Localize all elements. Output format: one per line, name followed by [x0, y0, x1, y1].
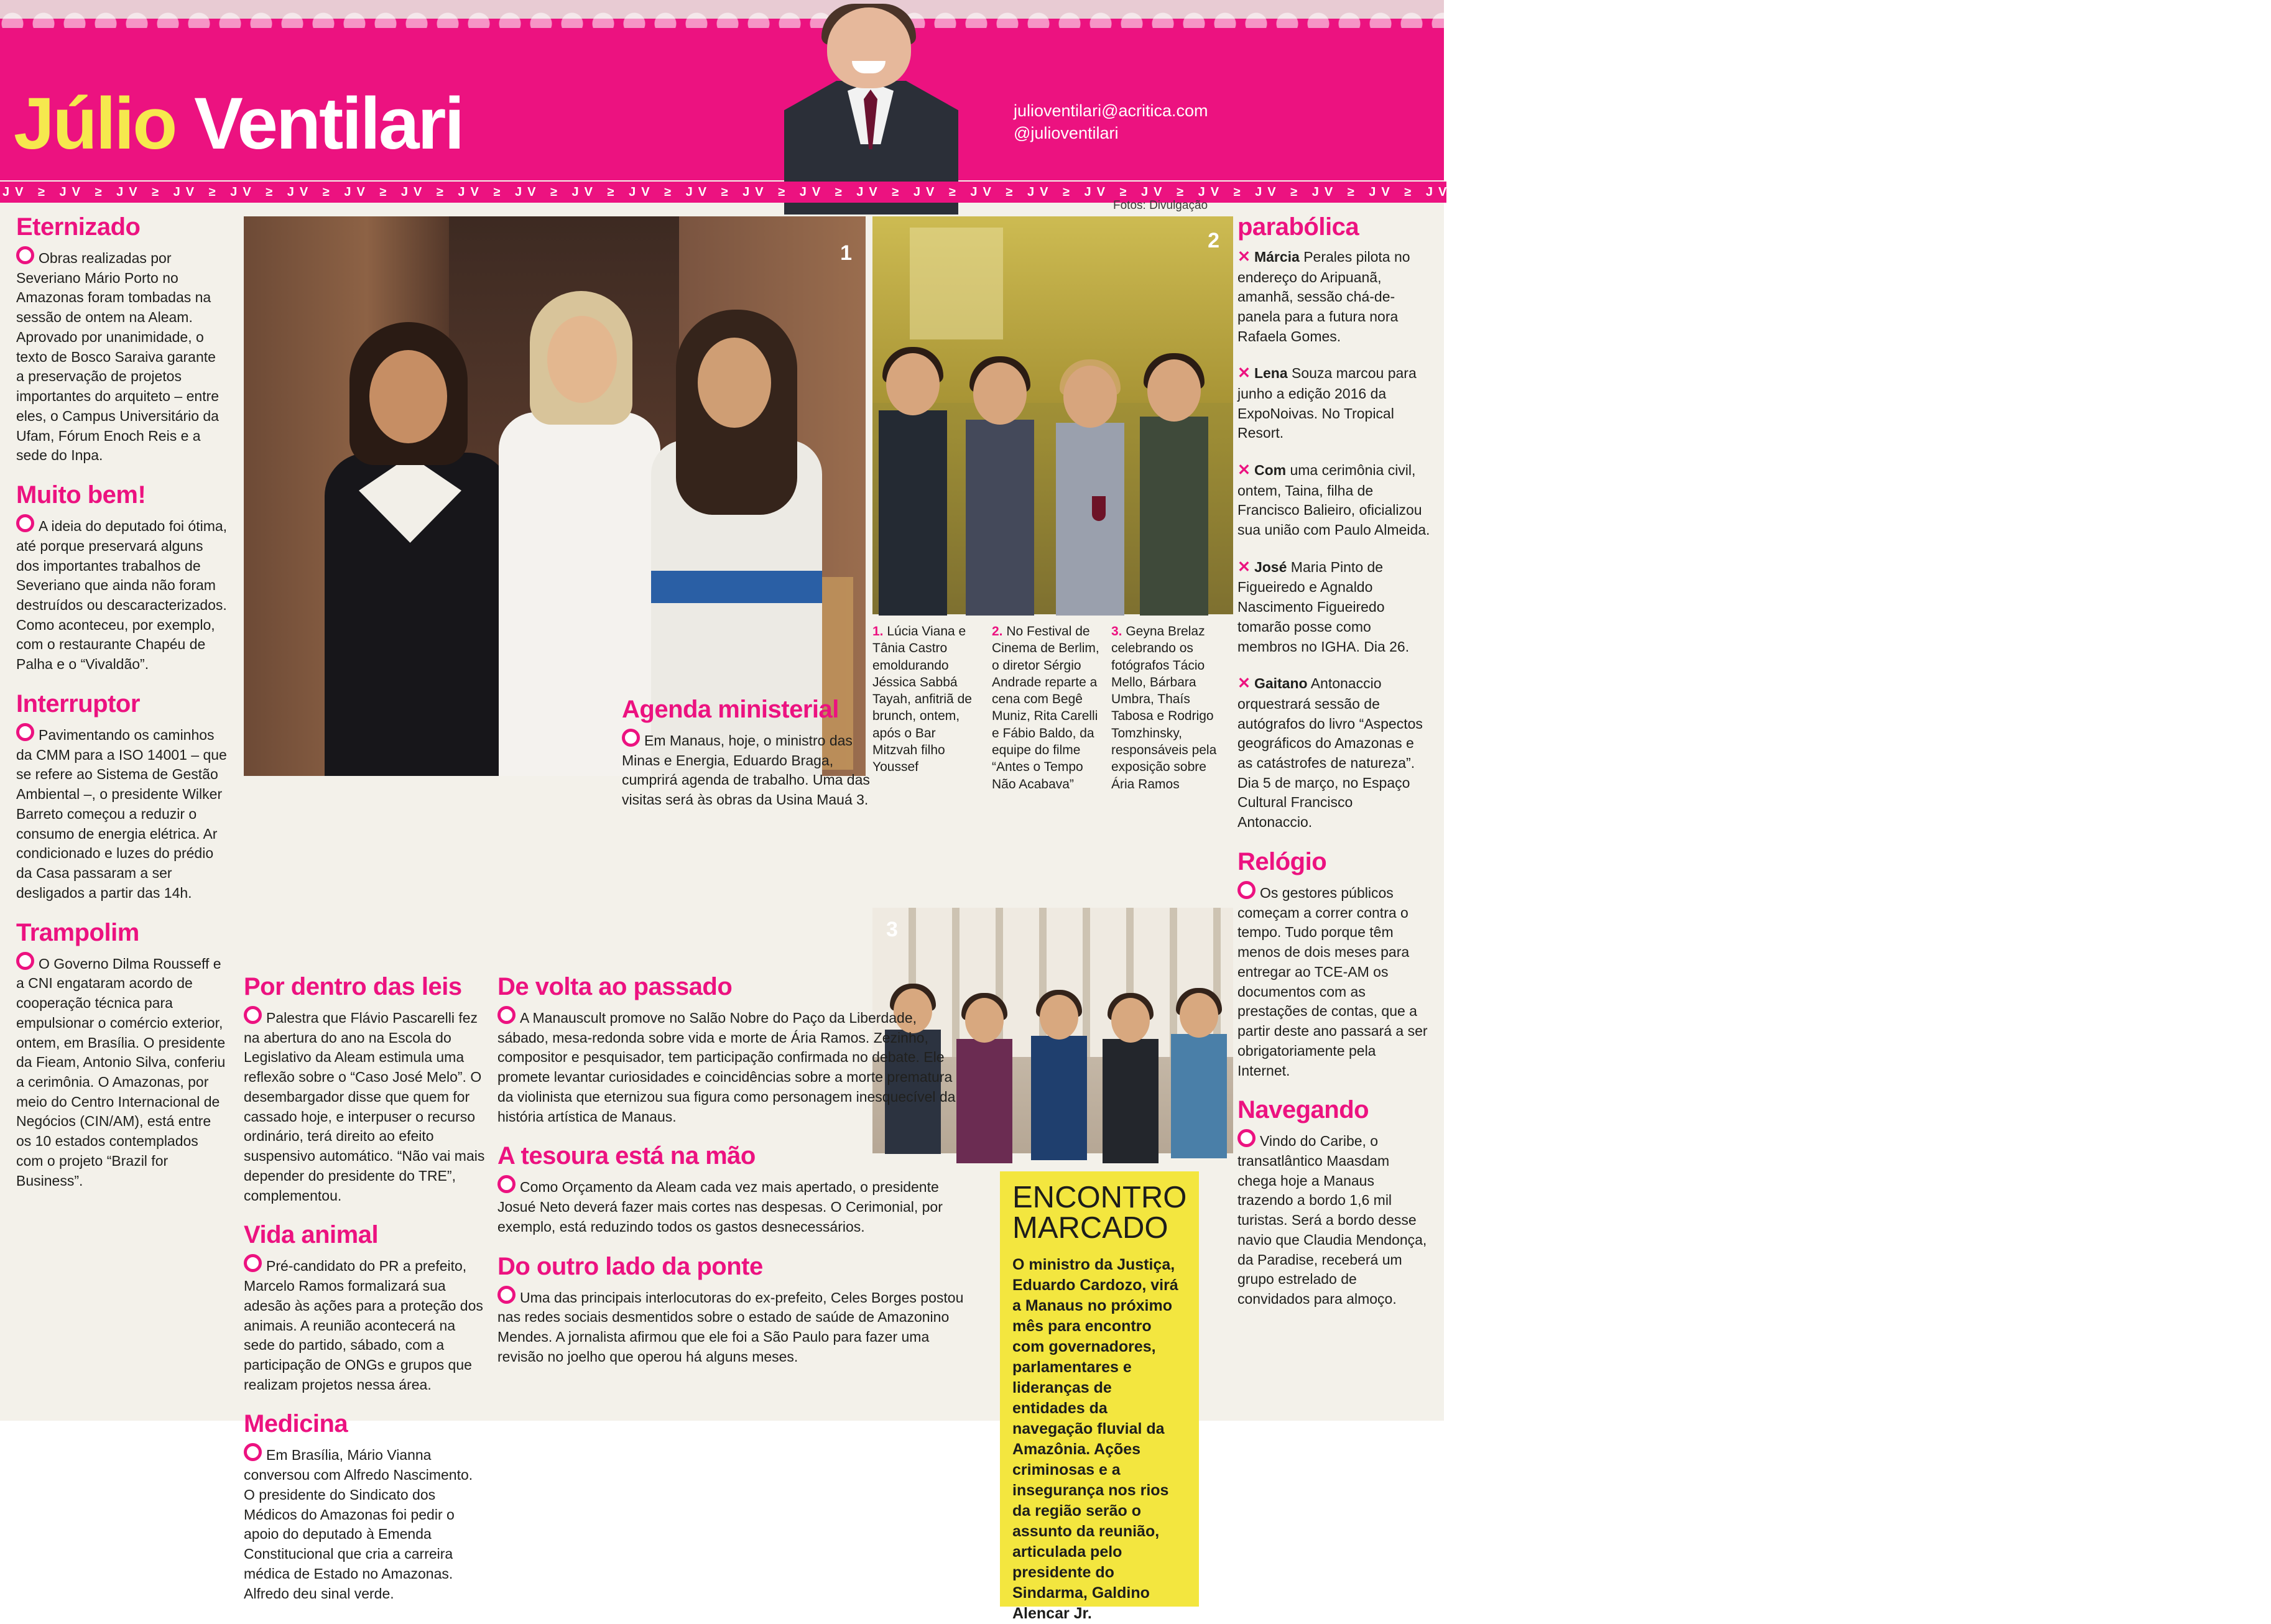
bullet-icon	[497, 1006, 516, 1024]
caption-1-number: 1.	[872, 624, 884, 639]
photo-captions	[872, 623, 1233, 793]
article-interruptor	[16, 723, 228, 903]
heading-do-outro-lado-da-ponte: Do outro lado da ponte	[497, 1252, 763, 1280]
heading-parabolica: parabólica	[1237, 213, 1359, 241]
caption-3-number: 3.	[1111, 624, 1122, 639]
encontro-marcado-title: ENCONTRO MARCADO	[1012, 1181, 1187, 1245]
parabolica-item-5	[1237, 673, 1430, 833]
email-text: julioventilari@acritica.com	[1014, 101, 1208, 120]
article-navegando-text: Vindo do Caribe, o transatlântico Maasdam chega hoje a Manaus trazendo a bordo 1,6 mil turistas. Será a bordo desse navio que Claudia Mendonça, da Paradise, receberá um grupo estrelado de convidados para almoço.	[1237, 1133, 1427, 1308]
parabolica-item-5-name: Gaitano	[1254, 675, 1308, 692]
article-trampolim	[16, 952, 228, 1191]
bullet-icon	[497, 1286, 516, 1304]
article-do-outro-lado-da-ponte-text: Uma das principais interlocutoras do ex-prefeito, Celes Borges postou nas redes sociais desmentidos sobre o estado de saúde de Amazonino Mendes. A jornalista afirmou que ele foi a São Paulo para fazer uma revisão no joelho que operou há alguns meses.	[497, 1289, 964, 1365]
contact-block	[1014, 99, 1208, 145]
photo-3-number: 3	[886, 918, 898, 941]
article-de-volta-ao-passado	[497, 1006, 970, 1127]
article-eternizado	[16, 246, 228, 466]
parabolica-item-1	[1237, 246, 1430, 346]
article-de-volta-ao-passado-text: A Manauscult promove no Salão Nobre do Paço da Liberdade, sábado, mesa-redonda sobre vida e morte de Ária Ramos. Zezinho, compositor e pesquisador, tem participação confirmada no debate. Ele promete levantar curiosidades e coincidências sobre a morte prematura da violinista que eternizou sua figura como personagem inesquecível da história artística de Manaus.	[497, 1010, 956, 1125]
x-icon: ✕	[1237, 248, 1251, 265]
bullet-icon	[244, 1254, 262, 1272]
page-title-first: Júlio	[14, 83, 176, 165]
columnist-portrait	[780, 7, 961, 206]
article-por-dentro-das-leis-text: Palestra que Flávio Pascarelli fez na abertura do ano na Escola do Legislativo da Aleam estimula uma reflexão sobre o “Caso José Melo”. O desembargador disse que quem for cassado hoje, e interpuser o recurso ordinário, terá direito ao efeito suspensivo automático. “Não vai mais depender do presidente do TRE”, complementou.	[244, 1010, 485, 1204]
x-icon: ✕	[1237, 364, 1251, 382]
heading-vida-animal: Vida animal	[244, 1221, 379, 1249]
article-por-dentro-das-leis	[244, 1006, 486, 1206]
article-do-outro-lado-da-ponte	[497, 1286, 970, 1367]
bullet-icon	[16, 723, 34, 741]
parabolica-item-1-text: Perales pilota no endereço do Aripuanã, amanhã, sessão chá-de-panela para a futura nora Rafaela Gomes.	[1237, 249, 1410, 344]
bullet-icon	[244, 1443, 262, 1461]
heading-medicina: Medicina	[244, 1410, 348, 1438]
handle-text: @julioventilari	[1014, 124, 1119, 143]
column-agenda	[622, 696, 871, 826]
bullet-icon	[16, 246, 34, 264]
parabolica-item-5-text: Antonaccio orquestrará sessão de autógrafos do livro “Aspectos geográficos do Amazonas e as catástrofes de natureza”. Dia 5 de março, no Espaço Cultural Francisco Antonaccio.	[1237, 675, 1423, 831]
bullet-icon	[1237, 881, 1256, 899]
article-a-tesoura-esta-na-mao	[497, 1175, 970, 1237]
article-agenda-ministerial	[622, 729, 871, 810]
bullet-icon	[16, 514, 34, 532]
column-parabolica	[1237, 214, 1430, 1326]
page-title-rest: Ventilari	[175, 83, 463, 165]
column-3	[497, 974, 970, 1383]
columns-area	[0, 199, 1444, 1622]
parabolica-item-4-text: Maria Pinto de Figueiredo e Agnaldo Nascimento Figueiredo tomarão posse como membros no IGHA. Dia 26.	[1237, 558, 1410, 655]
photo-2	[872, 216, 1233, 614]
masthead-scallop-pattern	[0, 0, 1444, 28]
article-eternizado-text: Obras realizadas por Severiano Mário Porto no Amazonas foram tombadas na sessão de ontem na Aleam. Aprovado por unanimidade, o texto de Bosco Saraiva garante a preservação de projetos importantes do arquiteto – entre eles, o Campus Universitário da Ufam, Fórum Enoch Reis e a sede do Inpa.	[16, 250, 220, 464]
article-relogio	[1237, 881, 1430, 1081]
masthead	[0, 0, 1444, 180]
heading-trampolim: Trampolim	[16, 918, 139, 946]
parabolica-item-2-name: Lena	[1254, 365, 1288, 382]
article-vida-animal	[244, 1254, 486, 1395]
parabolica-item-4-name: José	[1254, 558, 1287, 575]
encontro-marcado-box	[1000, 1171, 1199, 1622]
photo-1	[244, 216, 866, 776]
article-vida-animal-text: Pré-candidato do PR a prefeito, Marcelo Ramos formalizará sua adesão às ações para a proteção dos animais. A reunião acontecerá na sede do partido, sábado, com a participação de ONGs e grupos que realizam projetos nessa área.	[244, 1258, 483, 1393]
caption-1-text: Lúcia Viana e Tânia Castro emoldurando Jéssica Sabbá Tayah, anfitriã de brunch, ontem, após o Bar Mitzvah filho Youssef	[872, 624, 972, 775]
article-trampolim-text: O Governo Dilma Rousseff e a CNI engataram acordo de cooperação técnica para empulsionar o comércio exterior, ontem, em Brasília. O presidente da Fieam, Antonio Silva, conferiu a cerimônia. O Amazonas, por meio do Centro Internacional de Negócios (CIN/AM), está entre os 10 estados contemplados com o projeto “Brazil for Business”.	[16, 955, 226, 1189]
article-interruptor-text: Pavimentando os caminhos da CMM para a ISO 14001 – que se refere ao Sistema de Gestão Ambiental –, o presidente Wilker Barreto começou a reduzir o consumo de energia elétrica. Ar condicionado e luzes do prédio da Casa passaram a ser desligados a partir das 14h.	[16, 726, 227, 901]
column-2	[244, 974, 486, 1620]
heading-a-tesoura-esta-na-mao: A tesoura está na mão	[497, 1142, 756, 1170]
heading-de-volta-ao-passado: De volta ao passado	[497, 973, 733, 1000]
article-medicina	[244, 1443, 486, 1603]
parabolica-item-3-name: Com	[1254, 462, 1287, 479]
parabolica-item-4	[1237, 556, 1430, 657]
heading-eternizado: Eternizado	[16, 213, 141, 241]
bullet-icon	[497, 1175, 516, 1193]
parabolica-item-3-text: uma cerimônia civil, ontem, Taina, filha de Francisco Balieiro, oficializou sua união com Paulo Almeida.	[1237, 462, 1430, 538]
article-relogio-text: Os gestores públicos começam a correr contra o tempo. Tudo porque têm menos de dois meses para entregar ao TCE-AM os documentos com as prestações de contas, que a partir deste ano passará a ser obrigatoriamente pela Internet.	[1237, 884, 1428, 1079]
bullet-icon	[622, 729, 640, 747]
x-icon: ✕	[1237, 675, 1251, 693]
heading-navegando: Navegando	[1237, 1096, 1369, 1124]
heading-agenda-ministerial: Agenda ministerial	[622, 696, 839, 723]
encontro-marcado-text: O ministro da Justiça, Eduardo Cardozo, virá a Manaus no próximo mês para encontro com governadores, parlamentares e lideranças de entidades da navegação fluvial da Amazônia. Ações criminosas e a insegurança nos rios da região serão o assunto da reunião, articulada pelo presidente do Sindarma, Galdino Alencar Jr.	[1012, 1256, 1178, 1622]
jv-monogram-strip: JV ≥ JV ≥ JV ≥ JV ≥ JV ≥ JV ≥ JV ≥ JV ≥ JV ≥ JV ≥ JV ≥ JV ≥ JV ≥ JV ≥ JV ≥ JV ≥ JV ≥ JV ≥ JV ≥ JV ≥ JV ≥ JV ≥ JV ≥ JV ≥ JV ≥ JV ≥ JV ≥ JV ≥ JV ≥ JV ≥ JV ≥ JV ≥ JV ≥ JV ≥ JV ≥ JV ≥ JV ≥ JV ≥ JV ≥ JV ≥	[0, 182, 1446, 203]
article-medicina-text: Em Brasília, Mário Vianna conversou com Alfredo Nascimento. O presidente do Sindicato dos Médicos do Amazonas foi pedir o apoio do deputado à Emenda Constitucional que cria a carreira médica de Estado no Amazonas. Alfredo deu sinal verde.	[244, 1447, 473, 1602]
article-navegando	[1237, 1129, 1430, 1309]
heading-muito-bem: Muito bem!	[16, 481, 146, 509]
article-muito-bem	[16, 514, 228, 675]
heading-por-dentro-das-leis: Por dentro das leis	[244, 973, 462, 1000]
bullet-icon	[244, 1006, 262, 1024]
parabolica-item-2-text: Souza marcou para junho a edição 2016 da ExpoNoivas. No Tropical Resort.	[1237, 365, 1417, 441]
x-icon: ✕	[1237, 461, 1251, 479]
photo-1-number: 1	[840, 241, 852, 265]
caption-2	[992, 623, 1101, 793]
article-muito-bem-text: A ideia do deputado foi ótima, até porque preservará alguns dos importantes trabalhos de Severiano que ainda não foram destruídos ou descaracterizados. Como aconteceu, por exemplo, com o restaurante Chapéu de Palha e o “Vivaldão”.	[16, 518, 228, 673]
article-agenda-ministerial-text: Em Manaus, hoje, o ministro das Minas e Energia, Eduardo Braga, cumprirá agenda de trabalho. Uma das visitas será às obras da Usina Mauá 3.	[622, 732, 870, 808]
heading-interruptor: Interruptor	[16, 690, 140, 717]
parabolica-item-3	[1237, 459, 1430, 540]
caption-1	[872, 623, 982, 793]
parabolica-item-1-name: Márcia	[1254, 249, 1300, 265]
column-1	[16, 214, 228, 1207]
caption-2-number: 2.	[992, 624, 1003, 639]
photo-2-number: 2	[1208, 229, 1219, 252]
caption-3	[1111, 623, 1221, 793]
caption-2-text: No Festival de Cinema de Berlim, o diretor Sérgio Andrade reparte a cena com Begê Muniz, Rita Carelli e Fábio Baldo, da equipe do filme “Antes o Tempo Não Acabava”	[992, 624, 1099, 791]
x-icon: ✕	[1237, 558, 1251, 576]
heading-relogio: Relógio	[1237, 847, 1327, 875]
article-a-tesoura-esta-na-mao-text: Como Orçamento da Aleam cada vez mais apertado, o presidente Josué Neto deverá fazer mais cortes nas despesas. O Cerimonial, por exemplo, está reduzindo todos os gastos desnecessários.	[497, 1179, 943, 1235]
bullet-icon	[16, 952, 34, 970]
parabolica-item-2	[1237, 362, 1430, 443]
caption-3-text: Geyna Brelaz celebrando os fotógrafos Tácio Mello, Bárbara Umbra, Thaís Tabosa e Rodrigo Tomzhinsky, responsáveis pela exposição sobre Ária Ramos	[1111, 624, 1217, 791]
bullet-icon	[1237, 1129, 1256, 1147]
page-title	[14, 83, 463, 165]
photo-credit: Fotos: Divulgação	[1113, 199, 1208, 212]
